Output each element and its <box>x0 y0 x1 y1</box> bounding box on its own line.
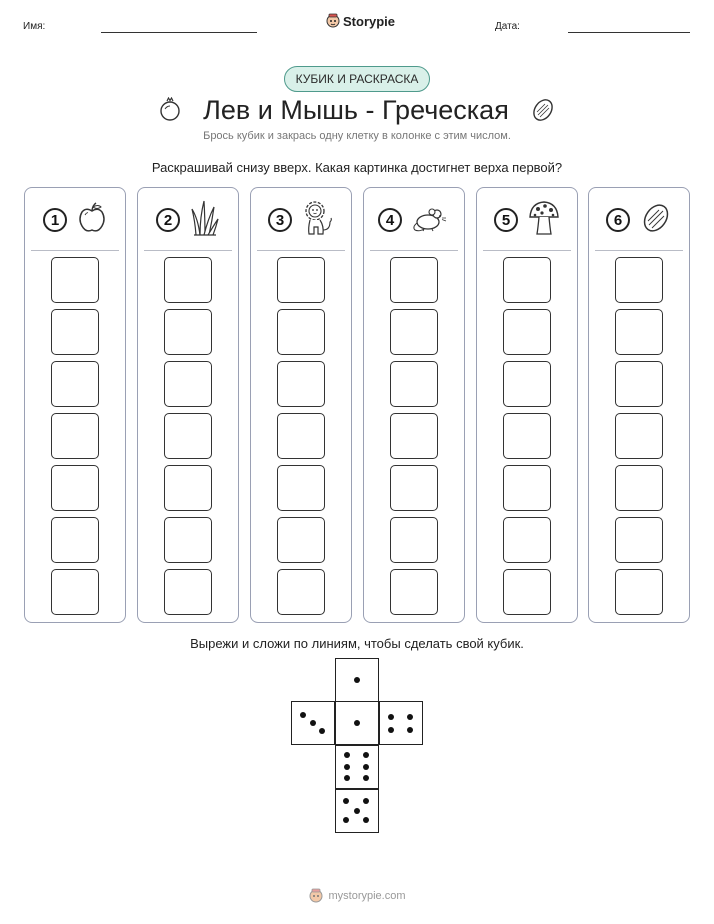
column-number: 4 <box>378 208 402 232</box>
logo-text: Storypie <box>343 13 396 29</box>
dice-pip <box>344 764 350 770</box>
dice-pip <box>363 752 369 758</box>
subtitle: Брось кубик и закрась одну клетку в колонке с этим числом. <box>203 130 511 142</box>
dice-pip <box>343 798 349 804</box>
dice-pip <box>363 764 369 770</box>
instruction: Раскрашивай снизу вверх. Какая картинка достигнет верха первой? <box>151 160 563 175</box>
column-number: 5 <box>494 208 518 232</box>
dice-pip <box>363 817 369 823</box>
dice-pip <box>407 714 413 720</box>
dice-pip <box>363 775 369 781</box>
column-number: 2 <box>156 208 180 232</box>
dice-face-1 <box>335 658 379 702</box>
storypie-mascot-icon <box>308 888 324 904</box>
dice-pip <box>354 720 360 726</box>
column-number: 6 <box>606 208 630 232</box>
footer <box>0 886 714 906</box>
dice-pip <box>407 727 413 733</box>
dice-face-5 <box>335 789 379 833</box>
dice-pip <box>344 775 350 781</box>
dice-pip <box>344 752 350 758</box>
dice-pip <box>354 677 360 683</box>
dice-face-3 <box>291 701 335 745</box>
footer-url: mystorypie.com <box>328 890 406 902</box>
dice-pip <box>388 727 394 733</box>
dice-instruction: Вырежи и сложи по линиям, чтобы сделать свой кубик. <box>190 636 524 651</box>
dice-face-4 <box>379 701 423 745</box>
dice-face-6 <box>335 745 379 789</box>
dice-face-1 <box>335 701 379 745</box>
column-number: 3 <box>268 208 292 232</box>
dice-pip <box>363 798 369 804</box>
activity-badge: КУБИК И РАСКРАСКА <box>284 66 430 92</box>
date-label: Дата: <box>495 21 520 32</box>
dice-pip <box>343 817 349 823</box>
column-number: 1 <box>43 208 67 232</box>
name-label: Имя: <box>23 21 46 32</box>
dice-pip <box>319 728 325 734</box>
dice-pip <box>388 714 394 720</box>
dice-pip <box>310 720 316 726</box>
dice-pip <box>354 808 360 814</box>
dice-pip <box>300 712 306 718</box>
page-title: Лев и Мышь - Греческая <box>203 94 509 125</box>
